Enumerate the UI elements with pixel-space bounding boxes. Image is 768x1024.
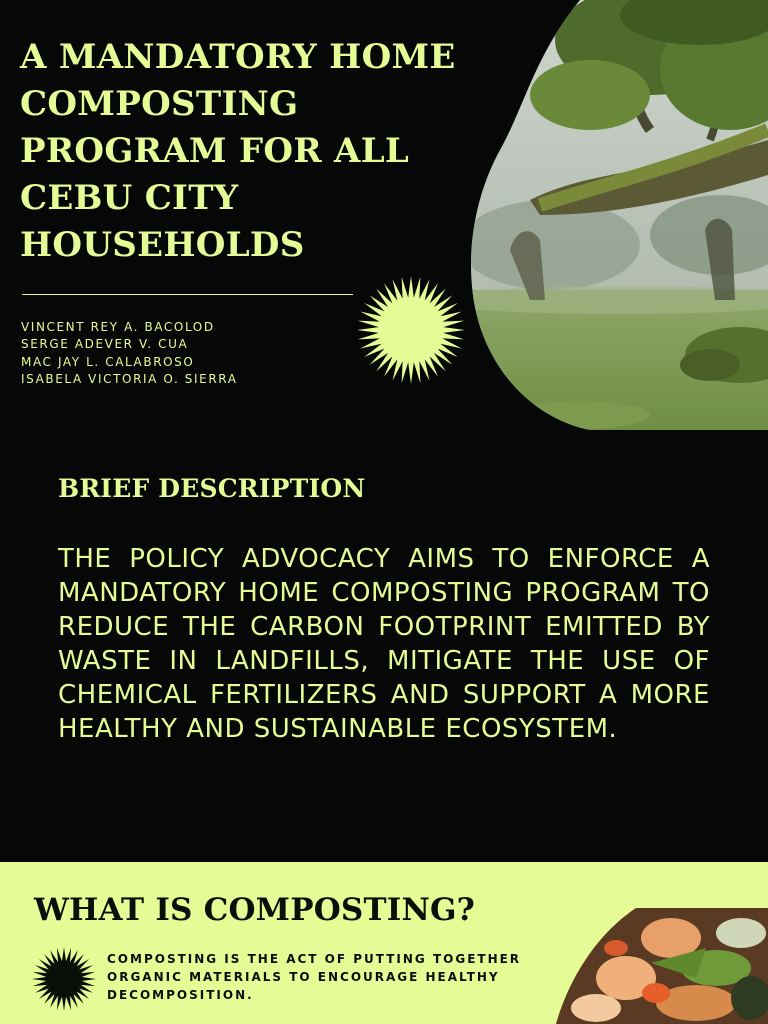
brief-description-heading: BRIEF DESCRIPTION xyxy=(58,474,366,503)
title-line: HOUSEHOLDS xyxy=(20,225,305,265)
title-line: COMPOSTING xyxy=(20,84,299,124)
title-line: A MANDATORY HOME xyxy=(20,37,456,77)
title-line: CEBU CITY xyxy=(20,178,239,218)
compost-photo xyxy=(556,908,768,1024)
composting-heading: WHAT IS COMPOSTING? xyxy=(34,892,476,928)
author-list xyxy=(21,319,238,388)
title-line: PROGRAM FOR ALL xyxy=(20,131,410,171)
page-title xyxy=(20,34,460,269)
sunburst-icon xyxy=(357,276,465,384)
brief-description-text: THE POLICY ADVOCACY AIMS TO ENFORCE A MANDATORY HOME COMPOSTING PROGRAM TO REDUCE THE CARBON FOOTPRINT EMITTED BY WASTE IN LANDFILLS, MITIGATE THE USE OF CHEMICAL FERTILIZERS AND SUPPORT A MORE HEALTHY AND SUSTAINABLE ECOSYSTEM. xyxy=(58,544,710,744)
author-name: VINCENT REY A. BACOLOD xyxy=(21,320,215,334)
author-name: MAC JAY L. CALABROSO xyxy=(21,354,195,369)
author-name: ISABELA VICTORIA O. SIERRA xyxy=(21,371,238,386)
sunburst-icon xyxy=(32,947,96,1011)
author-name: SERGE ADEVER V. CUA xyxy=(21,337,189,352)
divider xyxy=(22,294,353,295)
composting-section xyxy=(0,862,768,1024)
composting-definition: COMPOSTING IS THE ACT OF PUTTING TOGETHER ORGANIC MATERIALS TO ENCOURAGE HEALTHY DECOMPOSITION. xyxy=(107,952,522,1002)
forest-photo xyxy=(470,0,768,430)
